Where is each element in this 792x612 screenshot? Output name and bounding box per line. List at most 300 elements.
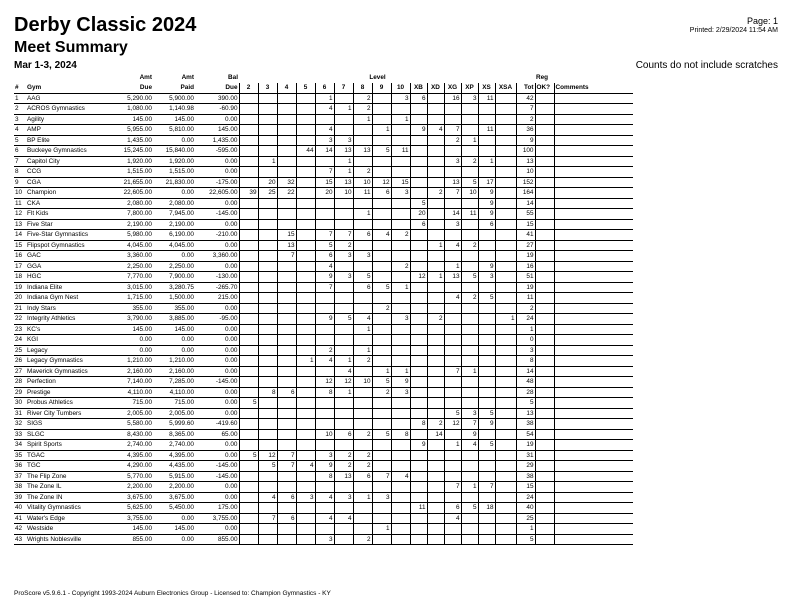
level-count-xd <box>427 324 444 335</box>
level-count-10 <box>391 303 410 314</box>
level-count-4 <box>277 524 296 535</box>
gym-name: Water's Edge <box>26 513 111 524</box>
level-count-5 <box>296 450 315 461</box>
level-count-2 <box>239 209 258 220</box>
bal-due: -419.60 <box>195 419 239 430</box>
level-count-5 <box>296 503 315 514</box>
level-count-10: 4 <box>391 471 410 482</box>
level-count-xb <box>410 398 427 409</box>
level-count-5 <box>296 419 315 430</box>
level-count-4: 15 <box>277 230 296 241</box>
comments <box>554 345 633 356</box>
table-row <box>14 135 633 146</box>
level-count-xd <box>427 230 444 241</box>
row-number: 40 <box>14 503 26 514</box>
level-count-7: 1 <box>334 104 353 115</box>
level-count-10 <box>391 240 410 251</box>
level-count-2 <box>239 261 258 272</box>
amt-paid: 2,160.00 <box>153 366 195 377</box>
level-count-2 <box>239 419 258 430</box>
amt-paid: 15,840.00 <box>153 146 195 157</box>
level-count-xb <box>410 335 427 346</box>
level-count-xsa <box>495 482 516 493</box>
total-count: 27 <box>516 240 535 251</box>
level-count-xd <box>427 366 444 377</box>
gym-name: SLGC <box>26 429 111 440</box>
level-count-3 <box>258 251 277 262</box>
gym-name: Spirit Sports <box>26 440 111 451</box>
reg-ok <box>535 387 554 398</box>
level-count-xd: 2 <box>427 314 444 325</box>
total-count: 19 <box>516 251 535 262</box>
level-count-3 <box>258 125 277 136</box>
level-count-6: 4 <box>315 356 334 367</box>
reg-ok <box>535 345 554 356</box>
comments <box>554 167 633 178</box>
level-count-8: 2 <box>353 534 372 545</box>
level-count-xsa <box>495 450 516 461</box>
level-count-6: 9 <box>315 314 334 325</box>
amt-paid: 0.00 <box>153 345 195 356</box>
amt-due: 4,045.00 <box>111 240 153 251</box>
level-count-xp: 2 <box>461 240 478 251</box>
level-count-2 <box>239 272 258 283</box>
level-count-7 <box>334 503 353 514</box>
level-count-3 <box>258 345 277 356</box>
amt-due: 5,625.00 <box>111 503 153 514</box>
level-count-xp <box>461 461 478 472</box>
level-count-xg: 13 <box>444 272 461 283</box>
level-count-xp: 2 <box>461 293 478 304</box>
level-count-3: 12 <box>258 450 277 461</box>
bal-due: -130.00 <box>195 272 239 283</box>
level-count-8: 2 <box>353 461 372 472</box>
amt-paid: 6,190.00 <box>153 230 195 241</box>
col-level-6: 6 <box>315 83 334 93</box>
level-count-9 <box>372 335 391 346</box>
total-count: 1 <box>516 324 535 335</box>
level-count-9 <box>372 93 391 104</box>
level-count-xb <box>410 324 427 335</box>
bal-due: 0.00 <box>195 492 239 503</box>
level-count-8 <box>353 524 372 535</box>
gym-name: Indy Stars <box>26 303 111 314</box>
level-count-xsa <box>495 366 516 377</box>
level-count-8: 1 <box>353 209 372 220</box>
gym-name: The Flip Zone <box>26 471 111 482</box>
level-count-xd: 1 <box>427 272 444 283</box>
level-count-xd <box>427 282 444 293</box>
level-count-xp: 3 <box>461 408 478 419</box>
total-count: 19 <box>516 440 535 451</box>
level-count-5 <box>296 303 315 314</box>
level-count-10: 1 <box>391 114 410 125</box>
level-count-6: 20 <box>315 188 334 199</box>
amt-due: 3,790.00 <box>111 314 153 325</box>
level-count-xsa <box>495 188 516 199</box>
level-count-xsa <box>495 335 516 346</box>
level-count-xsa <box>495 125 516 136</box>
row-number: 41 <box>14 513 26 524</box>
table-row <box>14 282 633 293</box>
amt-due: 7,140.00 <box>111 377 153 388</box>
level-count-xd <box>427 503 444 514</box>
level-count-xp <box>461 513 478 524</box>
comments <box>554 387 633 398</box>
level-count-xs <box>478 534 495 545</box>
level-count-xg <box>444 314 461 325</box>
level-count-xp: 10 <box>461 188 478 199</box>
level-count-2 <box>239 524 258 535</box>
table-row <box>14 398 633 409</box>
level-count-xs <box>478 104 495 115</box>
amt-due: 2,740.00 <box>111 440 153 451</box>
level-count-xb <box>410 366 427 377</box>
gym-name: Buckeye Gymnastics <box>26 146 111 157</box>
row-number: 3 <box>14 114 26 125</box>
level-count-4: 32 <box>277 177 296 188</box>
level-count-xb <box>410 240 427 251</box>
level-count-3: 7 <box>258 513 277 524</box>
table-row <box>14 408 633 419</box>
col-amt-due: Due <box>111 83 153 93</box>
level-count-xsa <box>495 282 516 293</box>
level-count-4 <box>277 345 296 356</box>
bal-due: 0.00 <box>195 398 239 409</box>
row-number: 29 <box>14 387 26 398</box>
level-count-xd <box>427 513 444 524</box>
reg-ok <box>535 429 554 440</box>
total-count: 10 <box>516 167 535 178</box>
table-row <box>14 461 633 472</box>
comments <box>554 219 633 230</box>
level-count-xs: 6 <box>478 219 495 230</box>
comments <box>554 408 633 419</box>
level-count-xb <box>410 293 427 304</box>
level-count-xs: 5 <box>478 293 495 304</box>
level-count-8: 5 <box>353 272 372 283</box>
amt-paid: 0.00 <box>153 251 195 262</box>
level-count-10 <box>391 419 410 430</box>
col-bal-due-top: Bal <box>228 74 238 81</box>
table-row <box>14 104 633 115</box>
bal-due: -95.00 <box>195 314 239 325</box>
level-count-6: 8 <box>315 471 334 482</box>
level-count-10 <box>391 156 410 167</box>
header-row-top <box>14 72 633 83</box>
gym-name: Probus Athletics <box>26 398 111 409</box>
comments <box>554 377 633 388</box>
table-row <box>14 188 633 199</box>
amt-paid: 2,740.00 <box>153 440 195 451</box>
level-count-3 <box>258 219 277 230</box>
level-count-10: 2 <box>391 261 410 272</box>
level-count-xs <box>478 324 495 335</box>
level-count-xs <box>478 146 495 157</box>
level-count-10 <box>391 335 410 346</box>
level-count-xp: 1 <box>461 482 478 493</box>
level-count-10: 15 <box>391 177 410 188</box>
amt-due: 1,920.00 <box>111 156 153 167</box>
level-count-3 <box>258 524 277 535</box>
level-count-xsa <box>495 240 516 251</box>
level-count-2 <box>239 314 258 325</box>
level-count-10 <box>391 450 410 461</box>
level-count-6 <box>315 219 334 230</box>
level-count-xsa: 1 <box>495 314 516 325</box>
col-level-2: 2 <box>239 83 258 93</box>
level-count-7: 7 <box>334 230 353 241</box>
amt-due: 7,800.00 <box>111 209 153 220</box>
level-count-xb <box>410 114 427 125</box>
level-count-8: 2 <box>353 93 372 104</box>
amt-paid: 2,080.00 <box>153 198 195 209</box>
level-count-xp <box>461 492 478 503</box>
level-count-9 <box>372 240 391 251</box>
level-count-6 <box>315 440 334 451</box>
level-count-xp: 5 <box>461 272 478 283</box>
level-count-xs <box>478 429 495 440</box>
reg-ok <box>535 492 554 503</box>
level-count-5 <box>296 387 315 398</box>
table-row <box>14 419 633 430</box>
gym-name: CGA <box>26 177 111 188</box>
comments <box>554 419 633 430</box>
level-count-6 <box>315 503 334 514</box>
level-count-3: 20 <box>258 177 277 188</box>
level-count-7 <box>334 534 353 545</box>
level-count-2 <box>239 282 258 293</box>
level-count-6: 4 <box>315 104 334 115</box>
level-count-xp <box>461 387 478 398</box>
level-count-7: 1 <box>334 356 353 367</box>
comments <box>554 177 633 188</box>
level-count-xs <box>478 398 495 409</box>
level-count-9 <box>372 534 391 545</box>
amt-due: 5,770.00 <box>111 471 153 482</box>
comments <box>554 513 633 524</box>
reg-ok <box>535 534 554 545</box>
level-count-xsa <box>495 471 516 482</box>
level-count-2 <box>239 251 258 262</box>
level-count-7: 13 <box>334 146 353 157</box>
col-level-xd: XD <box>427 83 444 93</box>
row-number: 31 <box>14 408 26 419</box>
bal-due: -210.00 <box>195 230 239 241</box>
level-count-8: 6 <box>353 230 372 241</box>
level-count-xd <box>427 209 444 220</box>
level-count-8 <box>353 503 372 514</box>
level-count-2 <box>239 230 258 241</box>
level-count-xb <box>410 188 427 199</box>
amt-paid: 0.00 <box>153 513 195 524</box>
comments <box>554 209 633 220</box>
level-count-xg <box>444 398 461 409</box>
row-number: 2 <box>14 104 26 115</box>
row-number: 6 <box>14 146 26 157</box>
level-count-3 <box>258 335 277 346</box>
level-count-5 <box>296 125 315 136</box>
table-row <box>14 251 633 262</box>
gym-name: Capitol City <box>26 156 111 167</box>
row-number: 32 <box>14 419 26 430</box>
level-count-xd <box>427 219 444 230</box>
row-number: 19 <box>14 282 26 293</box>
level-count-9 <box>372 314 391 325</box>
comments <box>554 156 633 167</box>
row-number: 8 <box>14 167 26 178</box>
amt-paid: 4,110.00 <box>153 387 195 398</box>
level-count-5 <box>296 156 315 167</box>
level-count-xs: 5 <box>478 408 495 419</box>
level-count-7 <box>334 408 353 419</box>
level-count-xd <box>427 335 444 346</box>
level-count-xg: 3 <box>444 219 461 230</box>
level-count-6 <box>315 482 334 493</box>
level-count-xg <box>444 345 461 356</box>
col-bal-due: Due <box>195 83 239 93</box>
level-count-xg: 3 <box>444 156 461 167</box>
row-number: 30 <box>14 398 26 409</box>
level-count-6 <box>315 198 334 209</box>
col-level-xb: XB <box>410 83 427 93</box>
amt-paid: 7,285.00 <box>153 377 195 388</box>
level-group-header: Level <box>369 74 386 81</box>
comments <box>554 188 633 199</box>
table-row <box>14 209 633 220</box>
level-count-4 <box>277 503 296 514</box>
level-count-xsa <box>495 293 516 304</box>
gym-name: Legacy <box>26 345 111 356</box>
level-count-4 <box>277 146 296 157</box>
level-count-xs: 11 <box>478 93 495 104</box>
level-count-3 <box>258 503 277 514</box>
level-count-4: 7 <box>277 251 296 262</box>
bal-due: 0.00 <box>195 408 239 419</box>
level-count-xd <box>427 156 444 167</box>
level-count-7 <box>334 198 353 209</box>
comments <box>554 398 633 409</box>
level-count-3 <box>258 282 277 293</box>
level-count-10 <box>391 534 410 545</box>
amt-due: 5,290.00 <box>111 93 153 104</box>
level-count-xd <box>427 167 444 178</box>
col-level-xg: XG <box>444 83 461 93</box>
level-count-2 <box>239 534 258 545</box>
total-count: 100 <box>516 146 535 157</box>
total-count: 29 <box>516 461 535 472</box>
gym-name: BP Elite <box>26 135 111 146</box>
level-count-5 <box>296 377 315 388</box>
comments <box>554 534 633 545</box>
comments <box>554 251 633 262</box>
amt-due: 7,770.00 <box>111 272 153 283</box>
total-count: 5 <box>516 534 535 545</box>
bal-due: -175.00 <box>195 177 239 188</box>
bal-due: 0.00 <box>195 450 239 461</box>
level-count-3 <box>258 419 277 430</box>
level-count-7 <box>334 219 353 230</box>
level-count-4 <box>277 209 296 220</box>
col-comments: Comments <box>554 83 633 93</box>
level-count-8: 11 <box>353 188 372 199</box>
level-count-5 <box>296 524 315 535</box>
row-number: 34 <box>14 440 26 451</box>
level-count-6 <box>315 398 334 409</box>
level-count-xg: 16 <box>444 93 461 104</box>
level-count-7: 5 <box>334 314 353 325</box>
level-count-10 <box>391 272 410 283</box>
level-count-4 <box>277 356 296 367</box>
level-count-xp: 2 <box>461 156 478 167</box>
level-count-9 <box>372 272 391 283</box>
level-count-5 <box>296 482 315 493</box>
level-count-6: 4 <box>315 261 334 272</box>
level-count-xs: 3 <box>478 272 495 283</box>
level-count-xsa <box>495 93 516 104</box>
level-count-4: 6 <box>277 492 296 503</box>
table-row <box>14 471 633 482</box>
level-count-xb <box>410 345 427 356</box>
comments <box>554 303 633 314</box>
level-count-4 <box>277 471 296 482</box>
level-count-7 <box>334 524 353 535</box>
level-count-xs: 1 <box>478 156 495 167</box>
level-count-6: 7 <box>315 230 334 241</box>
table-row <box>14 345 633 356</box>
total-count: 5 <box>516 398 535 409</box>
level-count-xp: 7 <box>461 419 478 430</box>
row-number: 24 <box>14 335 26 346</box>
level-count-7 <box>334 482 353 493</box>
comments <box>554 492 633 503</box>
level-count-xg: 7 <box>444 188 461 199</box>
level-count-3 <box>258 135 277 146</box>
amt-paid: 3,885.00 <box>153 314 195 325</box>
level-count-6: 3 <box>315 135 334 146</box>
level-count-2 <box>239 377 258 388</box>
level-count-xsa <box>495 440 516 451</box>
gym-name: Champion <box>26 188 111 199</box>
level-count-xs <box>478 314 495 325</box>
level-count-xs: 9 <box>478 188 495 199</box>
reg-ok <box>535 188 554 199</box>
level-count-xb <box>410 146 427 157</box>
level-count-2: 5 <box>239 450 258 461</box>
level-count-4 <box>277 282 296 293</box>
level-count-4 <box>277 419 296 430</box>
amt-due: 1,080.00 <box>111 104 153 115</box>
level-count-9 <box>372 356 391 367</box>
total-count: 13 <box>516 408 535 419</box>
level-count-6 <box>315 209 334 220</box>
level-count-6: 4 <box>315 513 334 524</box>
col-level-9: 9 <box>372 83 391 93</box>
total-count: 19 <box>516 282 535 293</box>
level-count-xg: 4 <box>444 240 461 251</box>
level-count-xsa <box>495 356 516 367</box>
level-count-xg: 7 <box>444 125 461 136</box>
level-count-8: 2 <box>353 167 372 178</box>
level-count-2 <box>239 93 258 104</box>
level-count-xb <box>410 303 427 314</box>
comments <box>554 450 633 461</box>
amt-due: 1,210.00 <box>111 356 153 367</box>
level-count-8 <box>353 408 372 419</box>
level-count-2 <box>239 156 258 167</box>
level-count-xg <box>444 146 461 157</box>
level-count-xg <box>444 114 461 125</box>
